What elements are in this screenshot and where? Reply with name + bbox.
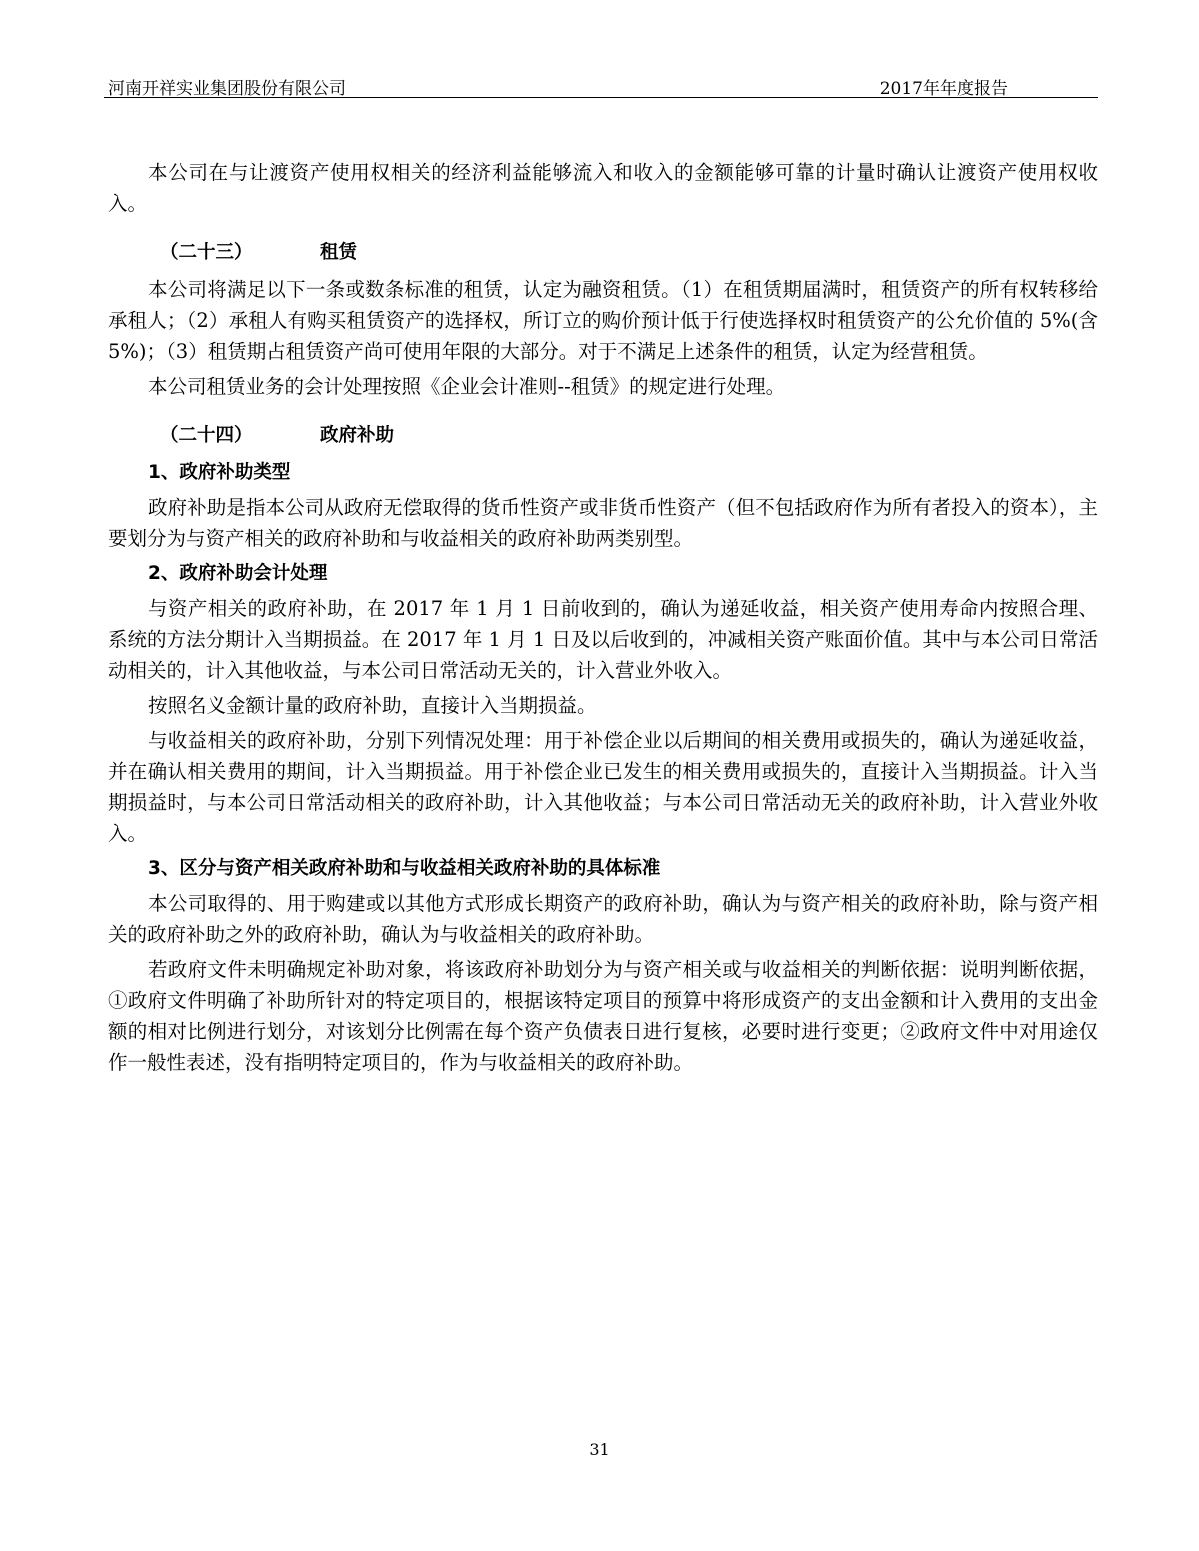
page-body [108,157,1098,1082]
section-heading-24 [108,420,1098,451]
section-number: （二十四） [160,425,253,446]
page-header [108,74,1098,99]
paragraph-gov-1: 政府补助是指本公司从政府无偿取得的货币性资产或非货币性资产（但不包括政府作为所有者投入的资本），主要划分为与资产相关的政府补助和与收益相关的政府补助两类别型。 [108,496,1098,550]
subheading-2: 2、政府补助会计处理 [148,563,328,584]
section-number: （二十三） [160,242,253,263]
subheading-1: 1、政府补助类型 [148,462,291,483]
page-number: 31 [589,1440,610,1459]
section-title: 政府补助 [320,425,395,446]
paragraph-gov-5: 本公司取得的、用于购建或以其他方式形成长期资产的政府补助，确认为与资产相关的政府补助，除与资产相关的政府补助之外的政府补助，确认为与收益相关的政府补助。 [108,892,1098,946]
paragraph-gov-6: 若政府文件未明确规定补助对象，将该政府补助划分为与资产相关或与收益相关的判断依据：说明判断依据，①政府文件明确了补助所针对的特定项目的，根据该特定项目的预算中将形成资产的支出金额和计入费用的支出金额的相对比例进行划分，对该划分比例需在每个资产负债表日进行复核，必要时进行变更；②政府文件中对用途仅作一般性表述，没有指明特定项目的，作为与收益相关的政府补助。 [108,958,1098,1074]
section-heading-23 [108,237,1098,268]
paragraph-gov-3: 按照名义金额计量的政府补助，直接计入当期损益。 [148,694,597,717]
subheading-3: 3、区分与资产相关政府补助和与收益相关政府补助的具体标准 [148,858,661,879]
paragraph-gov-4: 与收益相关的政府补助，分别下列情况处理：用于补偿企业以后期间的相关费用或损失的，确认为递延收益，并在确认相关费用的期间，计入当期损益。用于补偿企业已发生的相关费用或损失的，直接计入当期损益。计入当期损益时，与本公司日常活动相关的政府补助，计入其他收益；与本公司日常活动无关的政府补助，计入营业外收入。 [108,729,1098,845]
paragraph-gov-2: 与资产相关的政府补助，在 2017 年 1 月 1 日前收到的，确认为递延收益，相关资产使用寿命内按照合理、系统的方法分期计入当期损益。在 2017 年 1 月 1 日及以后收到的，冲减相关资产账面价值。其中与本公司日常活动相关的，计入其他收益，与本公司日常活动无关的，计入营业外收入。 [108,597,1098,682]
paragraph-lease-2: 本公司租赁业务的会计处理按照《企业会计准则--租赁》的规定进行处理。 [148,375,786,398]
header-company: 河南开祥实业集团股份有限公司 [108,79,346,99]
header-report-title: 2017年年度报告 [879,79,1008,99]
paragraph-lease-1: 本公司将满足以下一条或数条标准的租赁，认定为融资租赁。（1）在租赁期届满时，租赁资产的所有权转移给承租人；（2）承租人有购买租赁资产的选择权，所订立的购价预计低于行使选择权时租赁资产的公允价值的 5%(含 5%)；（3）租赁期占租赁资产尚可使用年限的大部分。对于不满足上述条件的租赁，认定为经营租赁。 [108,278,1098,363]
paragraph-intro: 本公司在与让渡资产使用权相关的经济利益能够流入和收入的金额能够可靠的计量时确认让渡资产使用权收入。 [108,161,1098,215]
header-rule [104,97,1098,98]
section-title: 租赁 [320,242,358,263]
